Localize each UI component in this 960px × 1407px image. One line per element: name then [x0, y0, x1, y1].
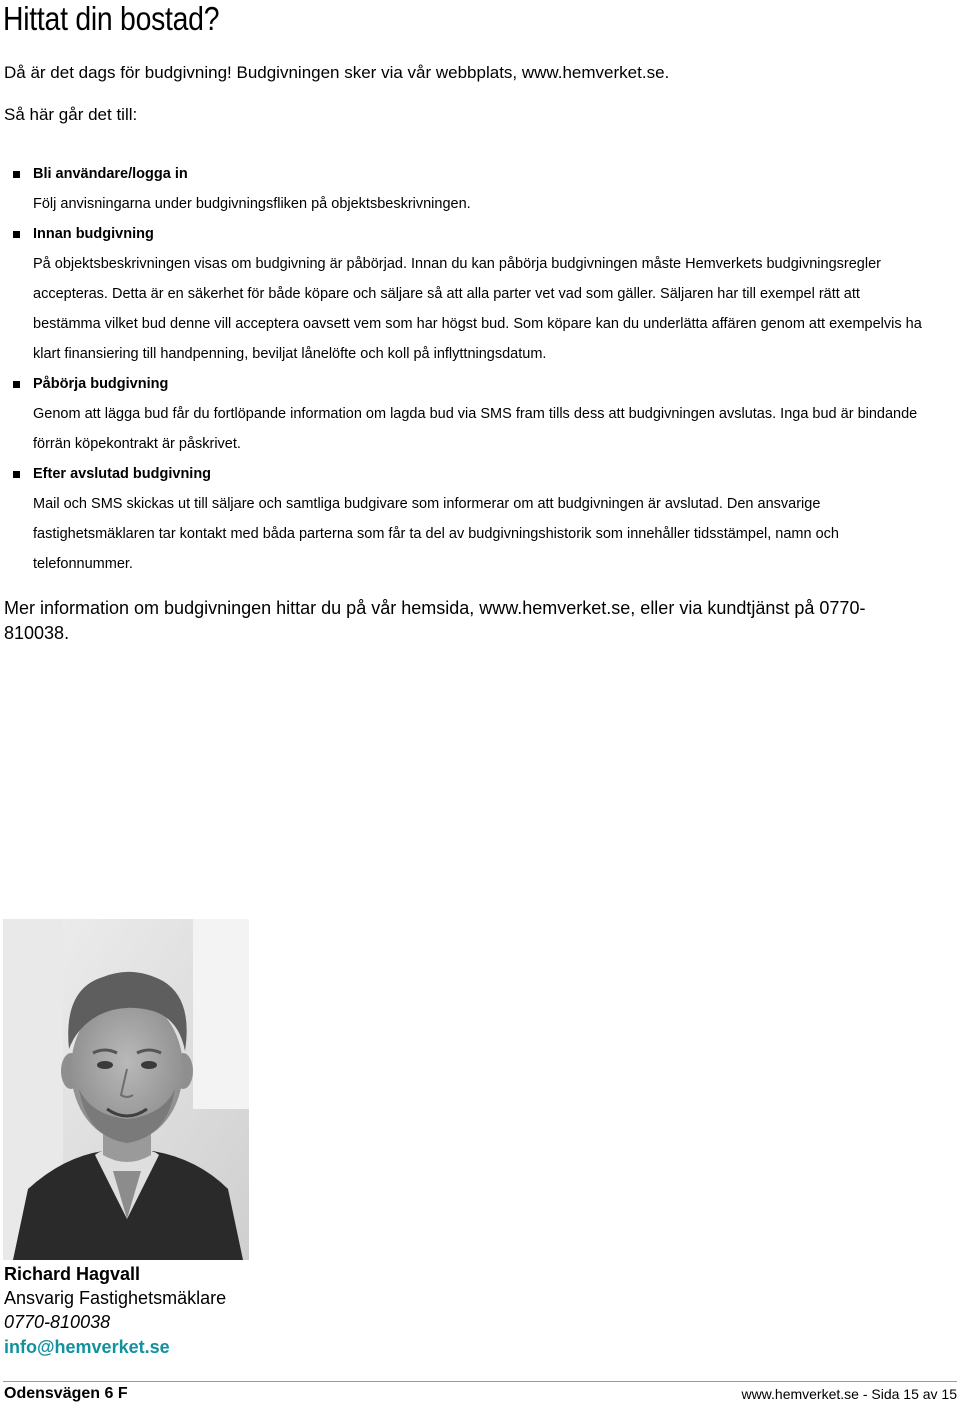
step-line: Mail och SMS skickas ut till säljare och samtliga budgivare som informerar om att budgivningen är avslutad. Den ansvarige	[33, 496, 821, 512]
step-line: telefonnummer.	[33, 556, 133, 572]
step-line: Genom att lägga bud får du fortlöpande information om lagda bud via SMS fram tills dess att budgivningen avslutas. Inga bud är bindande	[33, 406, 918, 422]
agent-photo	[3, 919, 249, 1260]
intro-text: Då är det dags för budgivning! Budgivningen sker via vår webbplats, www.hemverket.se.	[4, 63, 670, 82]
step-heading: Efter avslutad budgivning	[33, 466, 212, 482]
step-line: klart finansiering till handpenning, beviljat lånelöfte och koll på inflyttningsdatum.	[33, 346, 547, 362]
step-line: bestämma vilket bud denne vill acceptera oavsett vem som har högst bud. Som köpare kan du underlätta affären genom att exempelvis ha	[33, 316, 922, 332]
more-info-line: 810038.	[4, 623, 70, 643]
agent-name: Richard Hagvall	[4, 1264, 141, 1284]
footer-page-info: www.hemverket.se - Sida 15 av 15	[741, 1386, 957, 1402]
step-line: Följ anvisningarna under budgivningsfliken på objektsbeskrivningen.	[33, 196, 471, 212]
square-bullet-icon	[13, 171, 20, 178]
step-line: fastighetsmäklaren tar kontakt med båda parterna som får ta del av budgivningshistorik som innehåller tidsstämpel, namn och	[33, 526, 839, 542]
step-heading: Innan budgivning	[33, 226, 154, 242]
square-bullet-icon	[13, 231, 20, 238]
agent-phone: 0770-810038	[4, 1312, 111, 1332]
step-line: accepteras. Detta är en säkerhet för både köpare och säljare så att alla parter vet vad som gäller. Säljaren har till exempel rätt att	[33, 286, 860, 302]
more-info-line: Mer information om budgivningen hittar du på vår hemsida, www.hemverket.se, eller via kundtjänst på 0770-	[4, 598, 866, 618]
footer-address: Odensvägen 6 F	[4, 1385, 128, 1402]
step-heading: Påbörja budgivning	[33, 376, 169, 392]
step-heading: Bli användare/logga in	[33, 166, 188, 182]
step-line: På objektsbeskrivningen visas om budgivning är påbörjad. Innan du kan påbörja budgivningen måste Hemverkets budgivningsregler	[33, 256, 881, 272]
step-line: förrän köpekontrakt är påskrivet.	[33, 436, 241, 452]
footer-divider	[3, 1381, 957, 1382]
square-bullet-icon	[13, 381, 20, 388]
square-bullet-icon	[13, 471, 20, 478]
how-label: Så här går det till:	[4, 105, 138, 124]
agent-role: Ansvarig Fastighetsmäklare	[4, 1288, 227, 1308]
agent-email-link[interactable]: info@hemverket.se	[4, 1337, 170, 1357]
page-title: Hittat din bostad?	[3, 0, 220, 37]
